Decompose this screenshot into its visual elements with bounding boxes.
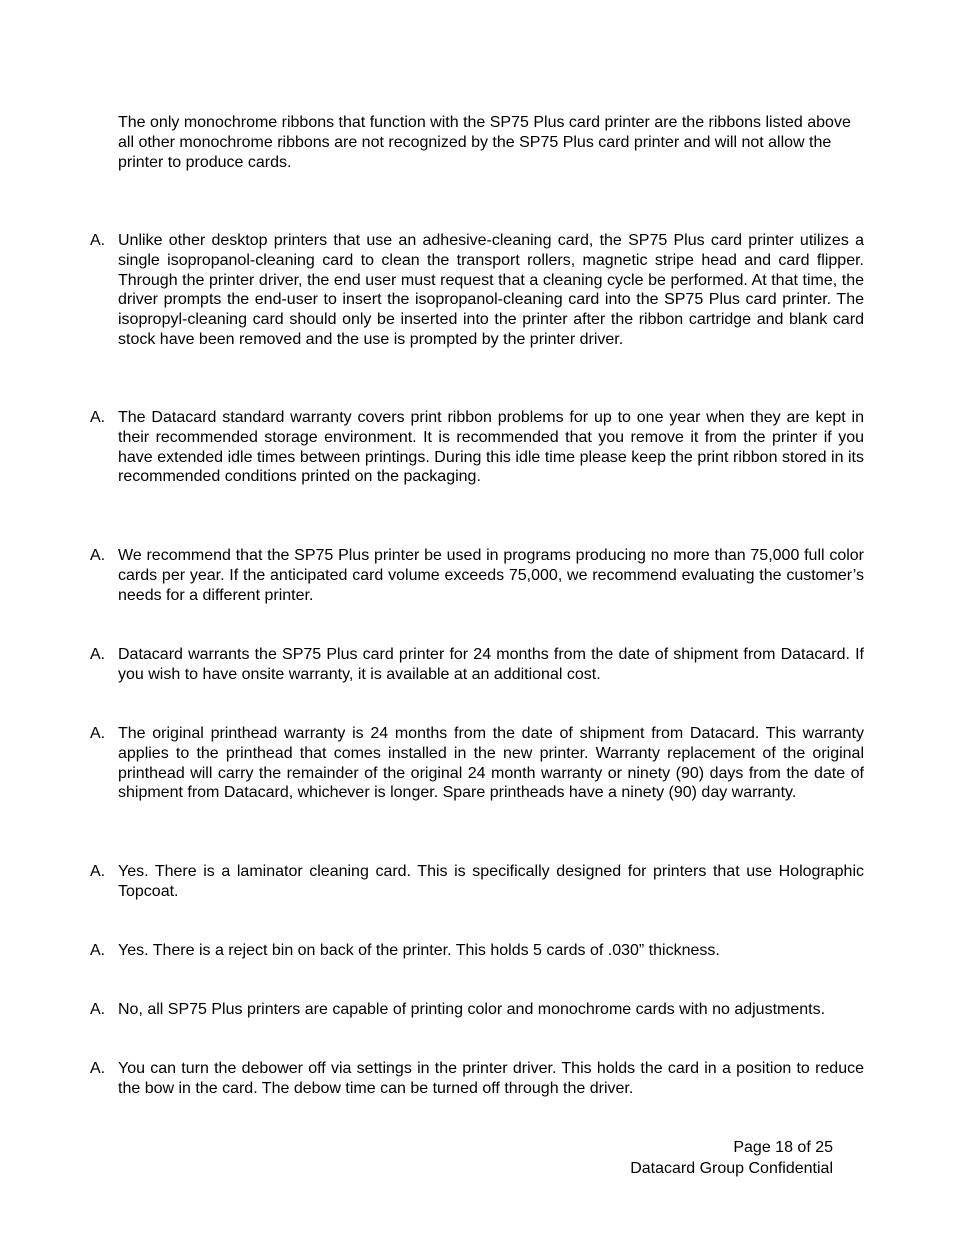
answer-text: The original printhead warranty is 24 months from the date of shipment from Datacard. This warranty applies to the printhead that comes installed in the new printer. Warranty replacement of the original printhead will carry the remainder of the original 24 month warranty or ninety (90) days from the date of shipment from Datacard, whichever is longer. Spare printheads have a ninety (90) day warranty.: [118, 725, 864, 802]
answer-text: Yes. There is a laminator cleaning card. This is specifically designed for printers that use Holographic Topcoat.: [118, 863, 864, 900]
answer-text: No, all SP75 Plus printers are capable of printing color and monochrome cards with no adjustments.: [118, 1001, 826, 1018]
answer-item-3: [90, 546, 864, 605]
answer-marker: A.: [90, 1001, 106, 1018]
answer-item-7: [90, 941, 864, 961]
answer-marker: A.: [90, 942, 106, 959]
answer-item-9: [90, 1059, 864, 1099]
answer-text: Datacard warrants the SP75 Plus card printer for 24 months from the date of shipment from Datacard. If you wish to have onsite warranty, it is available at an additional cost.: [118, 646, 864, 683]
answer-text: Yes. There is a reject bin on back of the printer. This holds 5 cards of .030” thickness.: [118, 942, 720, 959]
answer-marker: A.: [90, 409, 106, 426]
answer-item-1: [90, 231, 864, 350]
answer-marker: A.: [90, 725, 106, 742]
answer-item-8: [90, 1000, 864, 1020]
answer-text: Unlike other desktop printers that use an adhesive-cleaning card, the SP75 Plus card printer utilizes a single isopropanol-cleaning card to clean the transport rollers, magnetic stripe head and card flipper. Through the printer driver, the end user must request that a cleaning cycle be performed. At that time, the driver prompts the end-user to insert the isopropanol-cleaning card into the SP75 Plus card printer. The isopropyl-cleaning card should only be inserted into the printer after the ribbon cartridge and blank card stock have been removed and the use is prompted by the printer driver.: [118, 232, 864, 348]
confidentiality-notice: Datacard Group Confidential: [630, 1159, 833, 1177]
intro-paragraph: The only monochrome ribbons that function with the SP75 Plus card printer are the ribbons listed above all other monochrome ribbons are not recognized by the SP75 Plus card printer and will not allow the printer to produce cards.: [118, 114, 851, 171]
answer-marker: A.: [90, 863, 106, 880]
answer-marker: A.: [90, 1060, 106, 1077]
answer-item-2: [90, 408, 864, 487]
answer-marker: A.: [90, 646, 106, 663]
answer-text: We recommend that the SP75 Plus printer be used in programs producing no more than 75,000 full color cards per year. If the anticipated card volume exceeds 75,000, we recommend evaluating the customer’s needs for a different printer.: [118, 547, 864, 604]
answer-item-5: [90, 724, 864, 803]
answer-marker: A.: [90, 232, 106, 249]
answer-marker: A.: [90, 547, 106, 564]
page-footer: [630, 1138, 833, 1179]
page-number: Page 18 of 25: [733, 1139, 833, 1156]
answer-item-4: [90, 645, 864, 685]
answer-text: The Datacard standard warranty covers print ribbon problems for up to one year when they are kept in their recommended storage environment. It is recommended that you remove it from the printer if you have extended idle times between printings. During this idle time please keep the print ribbon stored in its recommended conditions printed on the packaging.: [118, 409, 864, 486]
answer-item-6: [90, 862, 864, 902]
answer-text: You can turn the debower off via settings in the printer driver. This holds the card in a position to reduce the bow in the card. The debow time can be turned off through the driver.: [118, 1060, 864, 1097]
